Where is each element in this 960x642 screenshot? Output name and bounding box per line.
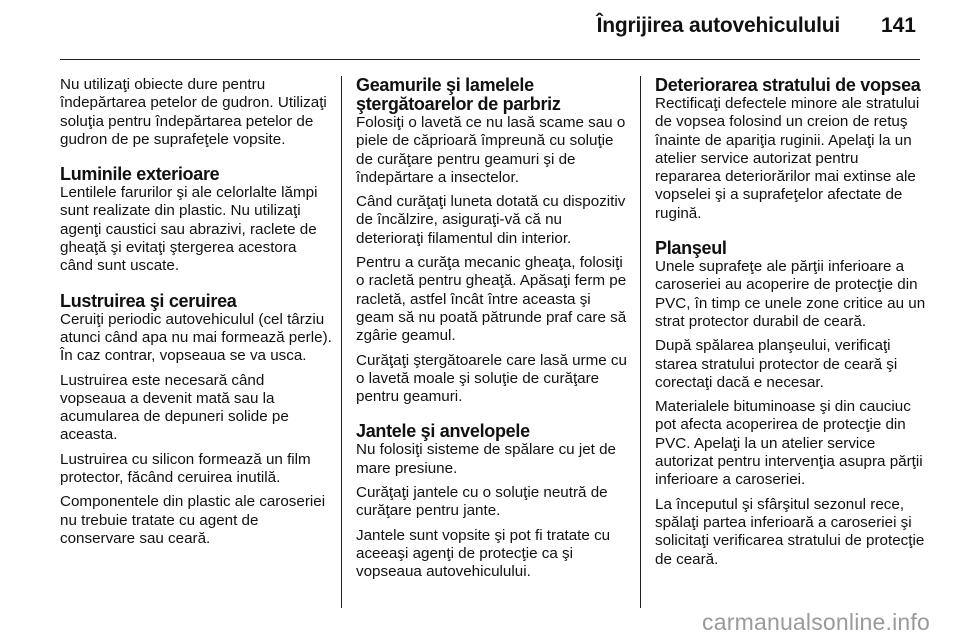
paragraph: Materialele bituminoase şi din cauciuc pot afecta acoperirea de protecţie din PVC. Apelaţi la un atelier service autorizat pentru intervenţia asupra părţii inferioare a caroseriei. [655,398,923,489]
paragraph: La începutul şi sfârşitul sezonul rece, spălaţi partea inferioară a caroseriei şi solicitaţi verificarea stratului de protecţie de ceară. [655,495,925,568]
column-divider [341,76,342,608]
paragraph: Când curăţaţi luneta dotată cu dispozitiv de încălzire, asiguraţi-vă că nu deterioraţi filamentul din interior. [356,193,626,247]
column-middle [356,76,628,588]
paragraph: Folosiţi o lavetă ce nu lasă scame sau o piele de căprioară împreună cu soluţie de curăţare pentru geamuri şi de îndepărtare a insectelor. [356,114,626,186]
paragraph: Ceruiţi periodic autovehiculul (cel târziu atunci când apa nu mai formează perle). În caz contrar, vopseaua se va usca. [60,310,332,365]
paragraph: Componentele din plastic ale caroseriei nu trebuie tratate cu agent de conservare sau ceară. [60,493,326,547]
page-number: 141 [880,14,916,37]
section-title-paint-damage: Deteriorarea stratului de vopsea [655,75,921,95]
section-title-windows-wipers: Geamurile şi lamelele ştergătoarelor de parbriz [356,75,561,114]
column-right [655,76,927,575]
paragraph: Rectificaţi defectele minore ale stratului de vopsea folosind un creion de retuş înainte de apariţia ruginii. Apelaţi la un atelier service autorizat pentru repararea deteriorărilor mai extinse ale vopselei şi a suprafeţelor afectate de rugină. [655,95,920,222]
intro-paragraph: Nu utilizaţi obiecte dure pentru îndepărtarea petelor de gudron. Utilizaţi soluţia pentru îndepărtarea petelor de gudron de pe suprafeţele vopsite. [60,76,327,148]
page-header [0,0,960,64]
section-title-exterior-lights: Luminile exterioare [60,164,220,185]
paragraph: Lustruirea este necesară când vopseaua a devenit mată sau la acumularea de depuneri solide pe aceasta. [60,371,289,444]
paragraph: Lentilele farurilor şi ale celorlalte lămpi sunt realizate din plastic. Nu utilizaţi agenţi caustici sau abrazivi, raclete de gheaţă şi evitaţi ştergerea acestora când sunt uscate. [60,184,318,275]
paragraph: Unele suprafeţe ale părţii inferioare a caroseriei au acoperire de protecţie din PVC, în timp ce unele zone critice au un strat protector durabil de ceară. [655,258,926,330]
paragraph: Nu folosiţi sisteme de spălare cu jet de mare presiune. [356,441,617,477]
column-left [60,76,332,554]
paragraph: Curăţaţi jantele cu o soluţie neutră de curăţare pentru jante. [356,484,608,520]
paragraph: Jantele sunt vopsite şi pot fi tratate cu aceeaşi agenţi de protecţie ca şi vopseaua autovehiculului. [356,526,611,581]
header-divider [60,59,920,60]
paragraph: Lustruirea cu silicon formează un film protector, făcând ceruirea inutilă. [60,450,311,487]
section-title-polishing: Lustruirea şi ceruirea [60,290,237,311]
watermark: carmanualsonline.info [702,609,930,635]
paragraph: Curăţaţi ştergătoarele care lasă urme cu o lavetă moale şi soluţie de curăţare pentru geamuri. [356,351,627,406]
paragraph: După spălarea planşeului, verificaţi starea stratului protector de ceară şi corectaţi dacă e necesar. [655,337,898,391]
section-title-wheels-tyres: Jantele şi anvelopele [356,421,530,442]
column-divider [640,76,641,608]
paragraph: Pentru a curăţa mecanic gheaţa, folosiţi o racletă pentru gheaţă. Apăsaţi ferm pe racletă, astfel încât între aceasta şi geam să nu poată pătrunde praf care să zgârie geamul. [356,254,627,345]
section-title-underbody: Planşeul [655,238,727,259]
page-title: Îngrijirea autovehiculului [596,14,840,37]
